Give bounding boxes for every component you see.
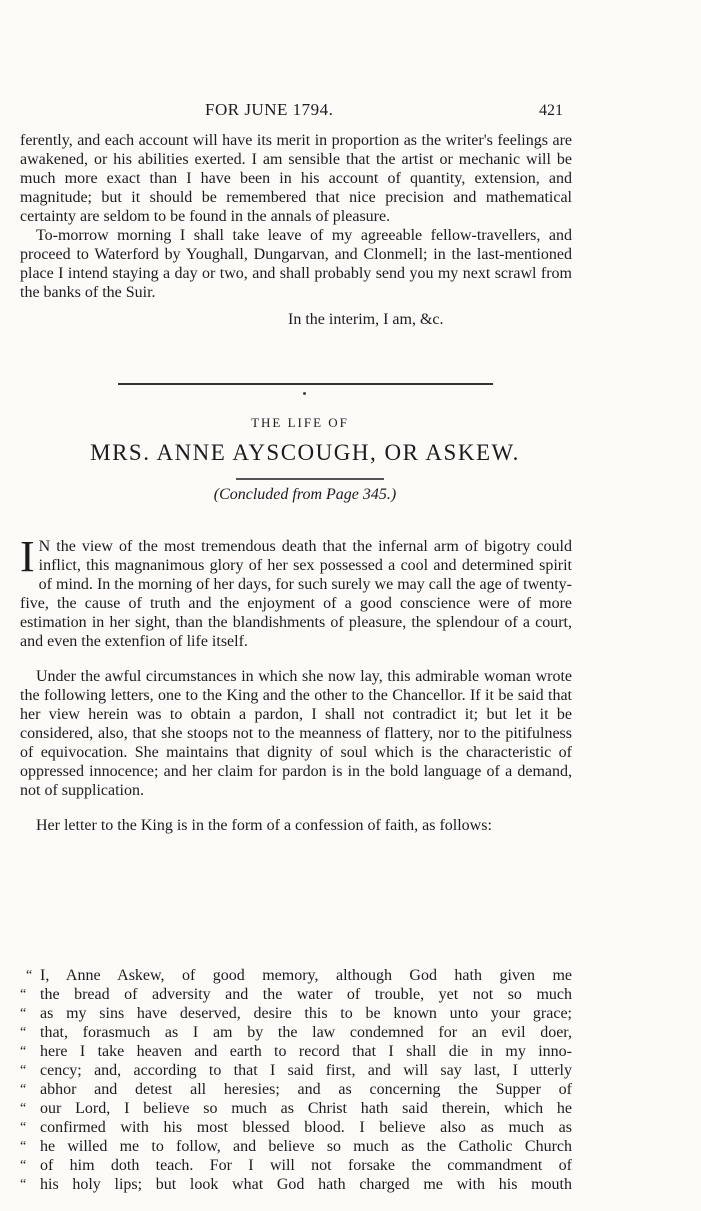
letter-line: “ that, forasmuch as I am by the law condemned for an evil doer,: [20, 1024, 572, 1041]
quote-mark: “: [20, 1139, 27, 1154]
title-underline: [236, 478, 384, 480]
page-number: 421: [539, 102, 563, 119]
letter-line: “ his holy lips; but look what God hath charged me with his mouth: [20, 1176, 572, 1193]
running-head: FOR JUNE 1794.: [205, 100, 334, 119]
letter-line: “ I, Anne Askew, of good memory, although God hath given me: [20, 966, 572, 985]
paragraph: Her letter to the King is in the form of a confession of faith, as follows:: [36, 817, 492, 834]
quote-mark: “: [20, 1120, 27, 1135]
quote-mark: “: [20, 1082, 27, 1097]
article-kicker: THE LIFE OF: [251, 415, 349, 430]
article-title: MRS. ANNE AYSCOUGH, OR ASKEW.: [90, 440, 520, 465]
quote-mark: “: [20, 987, 27, 1002]
previous-article-text: [20, 131, 572, 302]
divider-ornament: [303, 392, 306, 395]
letter-line: “ abhor and detest all heresies; and as concerning the Supper of: [20, 1081, 572, 1098]
letter-line: “ he willed me to follow, and believe so much as the Catholic Church: [20, 1138, 572, 1155]
quote-mark: “: [20, 1025, 27, 1040]
quote-mark: “: [20, 1101, 27, 1116]
letter-line: “ our Lord, I believe so much as Christ hath said therein, which he: [20, 1100, 572, 1117]
quote-mark: “: [20, 1063, 27, 1078]
section-divider: [118, 383, 493, 385]
letter-line: “ the bread of adversity and the water of trouble, yet not so much: [20, 986, 572, 1003]
paragraph: N the view of the most tremendous death that the infernal arm of bigotry could inflict, this magnanimous glory of her sex possessed a cool and determined spirit of mind. In the morning of her days, for such surely we may call the age of twenty-five, the cause of truth and the enjoyment of a good conscience were of more estimation in her sight, than the blandishments of pleasure, the splendour of a court, and even the extenfion of life itself.: [20, 538, 572, 650]
quote-mark: “: [26, 968, 33, 983]
letter-line: “ here I take heaven and earth to record that I shall die in my inno-: [20, 1043, 572, 1060]
paragraph: Under the awful circumstances in which she now lay, this admirable woman wrote the following letters, one to the King and the other to the Chancellor. If it be said that her view herein was to obtain a pardon, I shall not contradict it; but let it be considered, also, that she stoops not to the meanness of flattery, nor to the pitifulness of equivocation. She maintains that dignity of soul which is the characteristic of oppressed innocence; and her claim for pardon is in the bold language of a demand, not of supplication.: [20, 668, 572, 799]
quote-mark: “: [20, 1006, 27, 1021]
paragraph: To-morrow morning I shall take leave of my agreeable fellow-travellers, and proceed to Waterford by Youghall, Dungarvan, and Clonmell; in the last-mentioned place I intend staying a day or two, and shall probably send you my next scrawl from the banks of the Suir.: [20, 227, 572, 301]
paragraph: ferently, and each account will have its merit in proportion as the writer's feelings are awakened, or his abilities exerted. I am sensible that the artist or mechanic will be much more exact than I have been in his account of quantity, extension, and magnitude; but it should be remembered that nice precision and mathematical certainty are seldom to be found in the annals of pleasure.: [20, 132, 572, 225]
article-body: [20, 521, 572, 851]
quote-mark: “: [20, 1158, 27, 1173]
letter-line: “ of him doth teach. For I will not forsake the commandment of: [20, 1157, 572, 1174]
quote-mark: “: [20, 1044, 27, 1059]
letter-line: “ as my sins have deserved, desire this to be known unto your grace;: [20, 1005, 572, 1022]
drop-cap: I: [20, 532, 35, 581]
quoted-letter: [20, 966, 572, 1194]
continuation-note: (Concluded from Page 345.): [213, 486, 397, 503]
sign-off: In the interim, I am, &c.: [288, 311, 444, 328]
letter-line: “ cency; and, according to that I said first, and will say last, I utterly: [20, 1062, 572, 1079]
letter-line: “ confirmed with his most blessed blood. I believe also as much as: [20, 1119, 572, 1136]
quote-mark: “: [20, 1177, 27, 1192]
